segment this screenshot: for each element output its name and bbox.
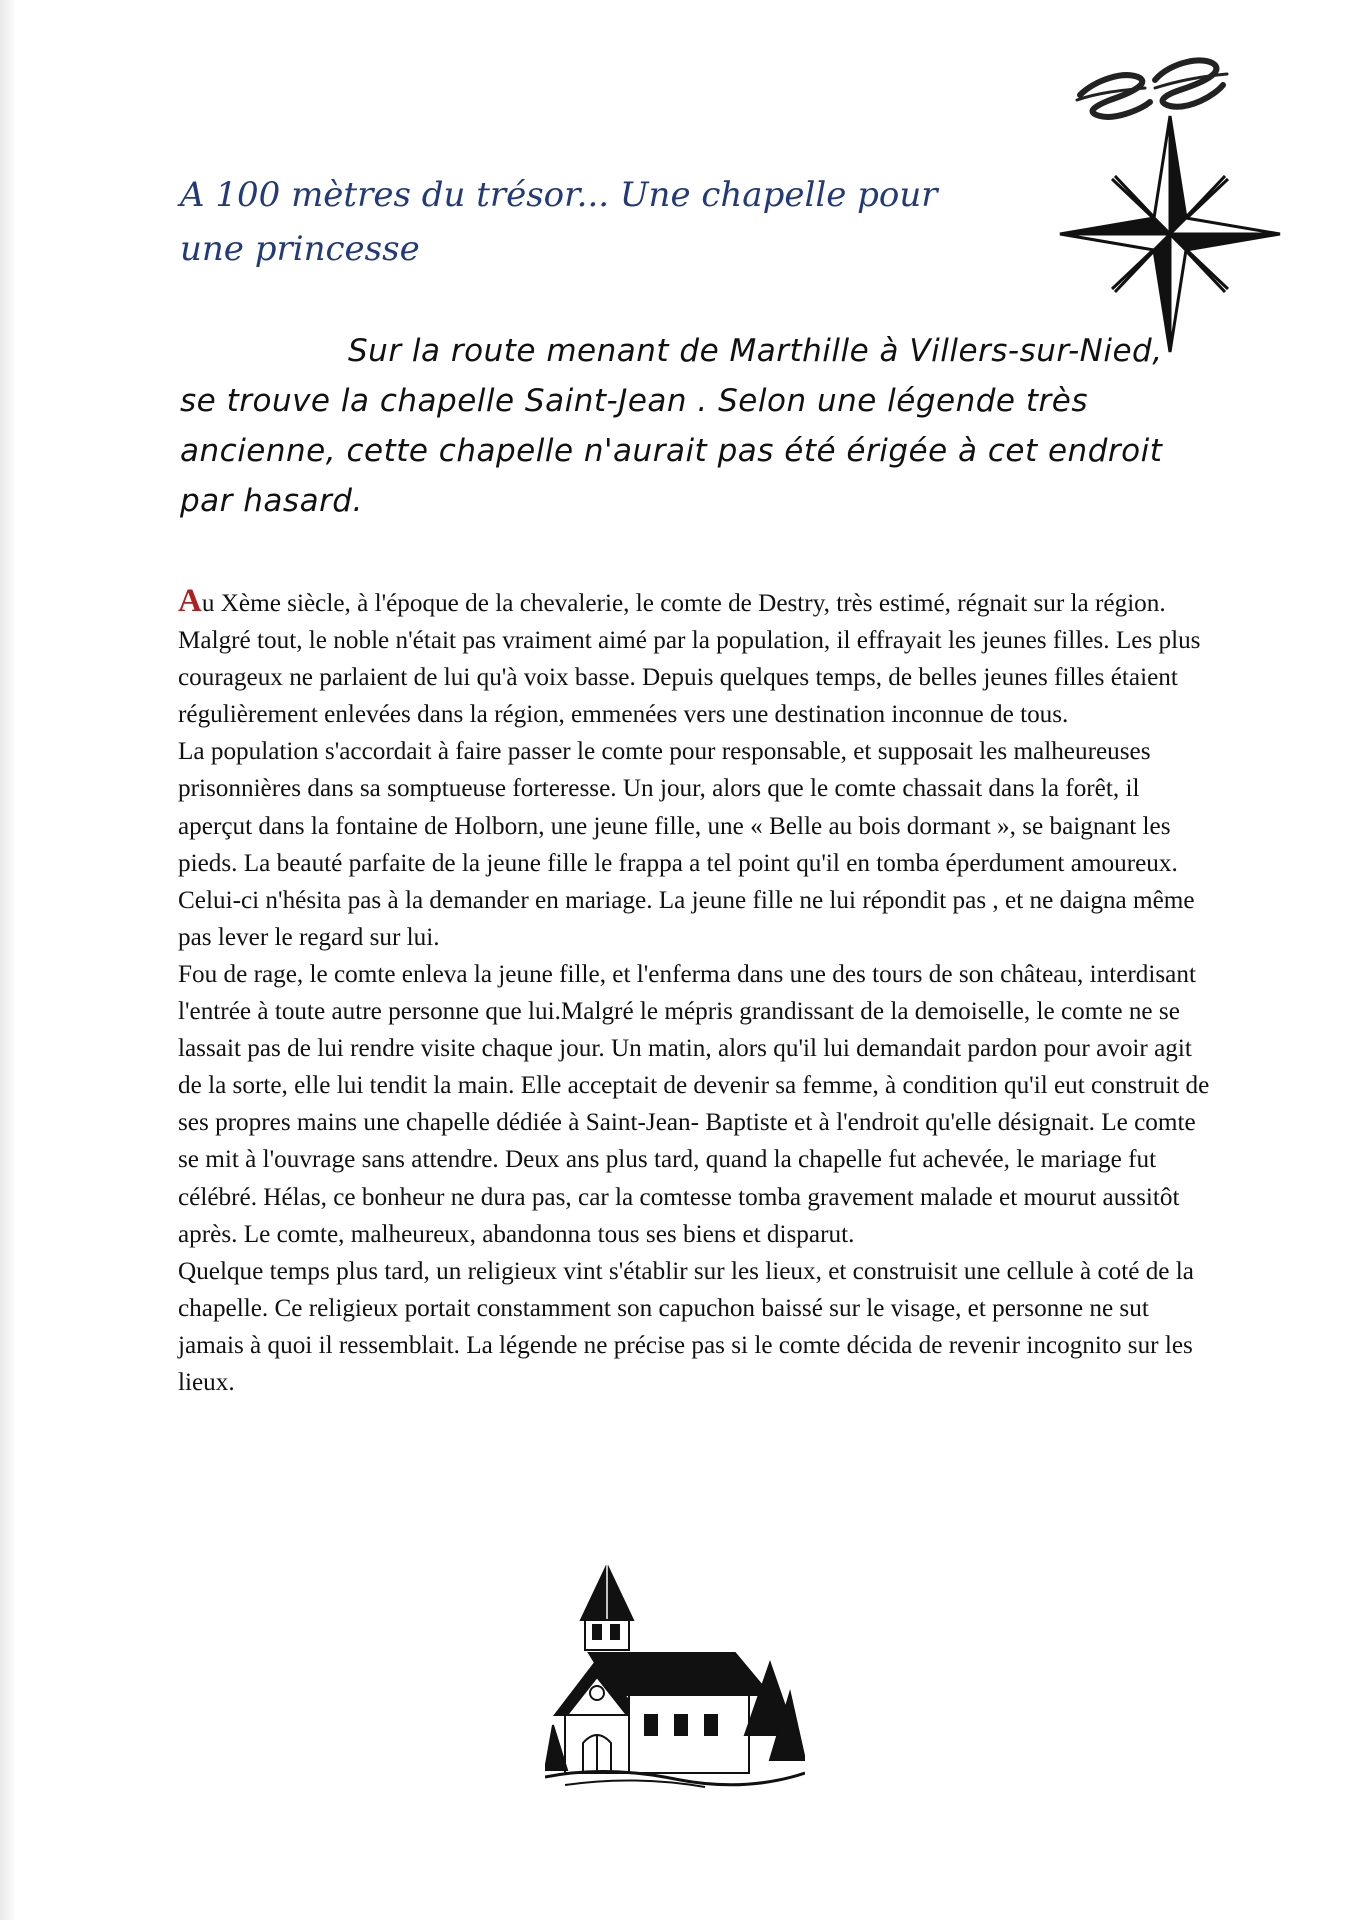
story-paragraph-2: La population s'accordait à faire passer le comte pour responsable, et supposait les malheureuses prisonnières dans sa somptueuse forteresse. Un jour, alors que le comte chassait dans la forêt, il aperçut dans la fontaine de Holborn, une jeune fille, une « Belle au bois dormant », se baignant les pieds. La beauté parfaite de la jeune fille le frappa a tel point qu'il en tomba éperdument amoureux. Celui-ci n'hésita pas à la demander en mariage. La jeune fille ne lui répondit pas , et ne daigna même pas lever le regard sur lui. [178,738,1195,951]
story-text [178,585,1218,1401]
story-paragraph-3: Fou de rage, le comte enleva la jeune fille, et l'enferma dans une des tours de son château, interdisant l'entrée à toute autre personne que lui.Malgré le mépris grandissant de la demoiselle, le comte ne se lassait pas de lui rendre visite chaque jour. Un matin, alors qu'il lui demandait pardon pour avoir agit de la sorte, elle lui tendit la main. Elle acceptait de devenir sa femme, à condition qu'il eut construit de ses propres mains une chapelle dédiée à Saint-Jean- Baptiste et à l'endroit qu'elle désignait. Le comte se mit à l'ouvrage sans attendre. Deux ans plus tard, quand la chapelle fut achevée, le mariage fut célébré. Hélas, ce bonheur ne dura pas, car la comtesse tomba gravement malade et mourut aussitôt après. Le comte, malheureux, abandonna tous ses biens et disparut. [178,960,1210,1248]
page-title: A 100 mètres du trésor... Une chapelle pour une princesse [180,175,938,269]
drop-cap: A [178,583,202,619]
scan-edge [0,0,14,1920]
story-paragraph-1-text: u Xème siècle, à l'époque de la chevalerie, le comte de Destry, très estimé, régnait sur la région. Malgré tout, le noble n'était pas vraiment aimé par la population, il effrayait les jeunes filles. Les plus courageux ne parlaient de lui qu'à voix basse. Depuis quelques temps, de belles jeunes filles étaient régulièrement enlevées dans la région, emmenées vers une destination inconnue de tous. [178,590,1201,729]
chapel-illustration [545,1565,805,1790]
compass-rose-icon [1055,110,1285,358]
story-paragraph-4: Quelque temps plus tard, un religieux vint s'établir sur les lieux, et construisit une cellule à coté de la chapelle. Ce religieux portait constamment son capuchon baissé sur le visage, et personne ne sut jamais à quoi il ressemblait. La légende ne précise pas si le comte décida de revenir incognito sur les lieux. [178,1257,1194,1396]
intro-paragraph: Sur la route menant de Marthille à Villers-sur-Nied, se trouve la chapelle Saint-Jean . Selon une légende très ancienne, cette chapelle n'aurait pas été érigée à cet endroit par hasard. [180,333,1163,519]
story-paragraph-1 [178,585,1218,733]
